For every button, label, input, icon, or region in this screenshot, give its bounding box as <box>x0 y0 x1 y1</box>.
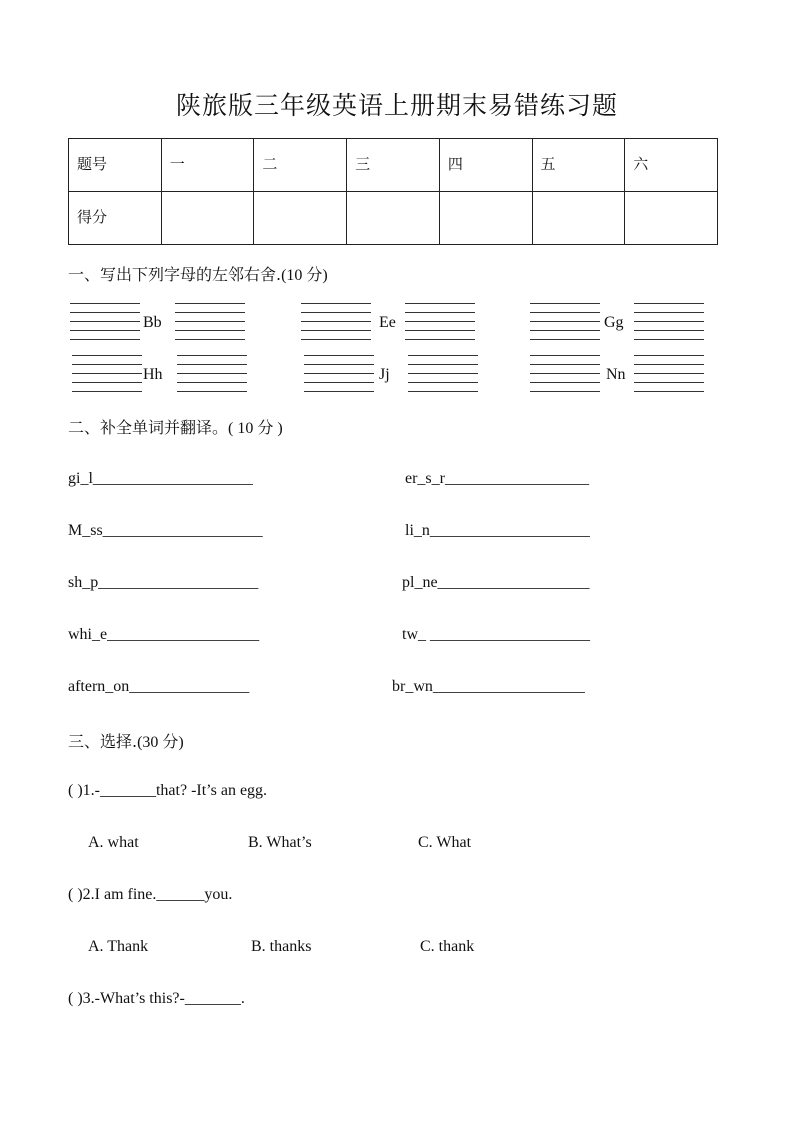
answer-line[interactable] <box>530 339 600 340</box>
answer-line[interactable] <box>70 339 140 340</box>
answer-line[interactable] <box>530 382 600 383</box>
word-blank[interactable]: br_wn___________________ <box>392 678 585 695</box>
answer-line[interactable] <box>301 339 371 340</box>
answer-line[interactable] <box>175 321 245 322</box>
answer-line[interactable] <box>70 303 140 304</box>
answer-line[interactable] <box>70 312 140 313</box>
answer-line[interactable] <box>175 339 245 340</box>
score-cell: 二 <box>254 139 347 192</box>
answer-line[interactable] <box>405 330 475 331</box>
answer-line[interactable] <box>175 312 245 313</box>
word-blank[interactable]: tw_ ____________________ <box>402 626 590 643</box>
letter-bb: Bb <box>143 314 162 331</box>
answer-line[interactable] <box>408 391 478 392</box>
page-title: 陕旅版三年级英语上册期末易错练习题 <box>175 91 618 120</box>
score-input-cell[interactable] <box>625 192 718 245</box>
score-cell: 五 <box>532 139 625 192</box>
answer-line[interactable] <box>405 321 475 322</box>
answer-line[interactable] <box>405 339 475 340</box>
answer-line[interactable] <box>72 373 142 374</box>
word-blank[interactable]: li_n____________________ <box>405 522 590 539</box>
answer-line[interactable] <box>634 312 704 313</box>
word-blank[interactable]: pl_ne___________________ <box>402 574 590 591</box>
score-input-cell[interactable] <box>532 192 625 245</box>
score-cell: 一 <box>161 139 254 192</box>
answer-line[interactable] <box>634 330 704 331</box>
word-blank[interactable]: sh_p____________________ <box>68 574 259 591</box>
answer-line[interactable] <box>301 321 371 322</box>
score-input-cell[interactable] <box>161 192 254 245</box>
answer-line[interactable] <box>634 339 704 340</box>
answer-line[interactable] <box>177 364 247 365</box>
answer-line[interactable] <box>72 364 142 365</box>
letter-jj: Jj <box>379 366 390 383</box>
question-3: ( )3.-What’s this?-_______. <box>68 990 245 1007</box>
answer-line[interactable] <box>530 373 600 374</box>
answer-line[interactable] <box>304 373 374 374</box>
score-cell: 三 <box>347 139 440 192</box>
answer-line[interactable] <box>634 303 704 304</box>
answer-line[interactable] <box>301 312 371 313</box>
answer-line[interactable] <box>177 355 247 356</box>
score-cell: 四 <box>439 139 532 192</box>
score-table-score-row <box>69 192 718 245</box>
answer-line[interactable] <box>634 355 704 356</box>
answer-line[interactable] <box>408 364 478 365</box>
word-blank[interactable]: er_s_r__________________ <box>405 470 589 487</box>
score-cell: 得分 <box>69 192 162 245</box>
question-2-option-c[interactable]: C. thank <box>420 938 475 955</box>
score-input-cell[interactable] <box>439 192 532 245</box>
answer-line[interactable] <box>177 373 247 374</box>
answer-line[interactable] <box>304 382 374 383</box>
answer-line[interactable] <box>530 391 600 392</box>
answer-line[interactable] <box>408 373 478 374</box>
answer-line[interactable] <box>634 321 704 322</box>
question-1-option-a[interactable]: A. what <box>88 834 139 851</box>
word-blank[interactable]: gi_l____________________ <box>68 470 253 487</box>
answer-line[interactable] <box>530 312 600 313</box>
question-1-option-b[interactable]: B. What’s <box>248 834 312 851</box>
answer-line[interactable] <box>177 382 247 383</box>
letter-hh: Hh <box>143 366 163 383</box>
answer-line[interactable] <box>304 355 374 356</box>
question-2-option-a[interactable]: A. Thank <box>88 938 149 955</box>
answer-line[interactable] <box>70 330 140 331</box>
answer-line[interactable] <box>530 303 600 304</box>
section-1-heading: 一、写出下列字母的左邻右舍.(10 分) <box>68 265 328 284</box>
score-cell: 六 <box>625 139 718 192</box>
answer-line[interactable] <box>70 321 140 322</box>
word-blank[interactable]: whi_e___________________ <box>68 626 260 643</box>
question-2-option-b[interactable]: B. thanks <box>251 938 312 955</box>
answer-line[interactable] <box>530 330 600 331</box>
word-blank[interactable]: M_ss____________________ <box>68 522 263 539</box>
answer-line[interactable] <box>301 330 371 331</box>
score-cell: 题号 <box>69 139 162 192</box>
score-table-header-row <box>69 139 718 192</box>
word-blank[interactable]: aftern_on_______________ <box>68 678 250 695</box>
answer-line[interactable] <box>634 391 704 392</box>
question-2: ( )2.I am fine.______you. <box>68 886 233 903</box>
answer-line[interactable] <box>405 312 475 313</box>
answer-line[interactable] <box>301 303 371 304</box>
answer-line[interactable] <box>72 355 142 356</box>
answer-line[interactable] <box>177 391 247 392</box>
answer-line[interactable] <box>634 382 704 383</box>
letter-ee: Ee <box>379 314 396 331</box>
answer-line[interactable] <box>408 355 478 356</box>
answer-line[interactable] <box>72 382 142 383</box>
section-2-heading: 二、补全单词并翻译。( 10 分 ) <box>68 418 283 437</box>
section-3-heading: 三、选择.(30 分) <box>68 732 184 751</box>
question-1: ( )1.-_______that? -It’s an egg. <box>68 782 268 799</box>
answer-line[interactable] <box>304 391 374 392</box>
score-input-cell[interactable] <box>347 192 440 245</box>
answer-line[interactable] <box>634 364 704 365</box>
answer-line[interactable] <box>530 321 600 322</box>
answer-line[interactable] <box>408 382 478 383</box>
answer-line[interactable] <box>304 364 374 365</box>
answer-line[interactable] <box>634 373 704 374</box>
letter-gg: Gg <box>604 314 624 331</box>
answer-line[interactable] <box>530 364 600 365</box>
answer-line[interactable] <box>530 355 600 356</box>
answer-line[interactable] <box>405 303 475 304</box>
score-table <box>68 138 718 245</box>
score-input-cell[interactable] <box>254 192 347 245</box>
question-1-option-c[interactable]: C. What <box>418 834 472 851</box>
answer-line[interactable] <box>72 391 142 392</box>
letter-nn: Nn <box>606 366 626 383</box>
answer-line[interactable] <box>175 330 245 331</box>
answer-line[interactable] <box>175 303 245 304</box>
